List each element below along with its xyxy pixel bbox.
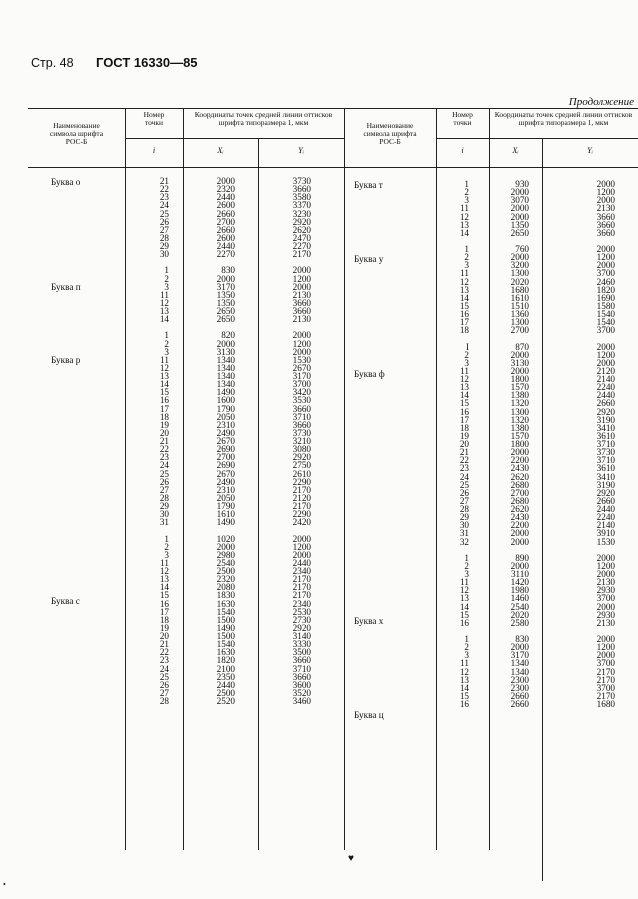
left-x-column: 2000 2320 2440 2600 2660 2700 2660 2600 2440 2270 830 2000 3170 1350 1350 2650 2650 820 2000 3130 1340 1340 1340 1340 1490 1600 1790 2050 2310 2490 2670 2690 2700 2690 2670 2490 2310 2050 1790 1610 1490 1020 2000 2980 2540 2500 2320 2080 1830 1630 1540 1500 1490 1500 1540 1630 1820 2100 2350 2440 2500 2520	[216, 176, 235, 706]
header-symbol-y: Yᵢ	[587, 146, 593, 155]
continuation-label: Продолжение	[568, 96, 634, 108]
coordinates-table	[28, 108, 638, 850]
header-symbol-i: i	[152, 146, 156, 155]
header-coordinates: Координаты точек средней линии оттисков шрифта типоразмера 1, мкм	[194, 110, 333, 128]
header-symbol-y: Yᵢ	[298, 146, 304, 155]
letter-label: Буква о	[51, 177, 81, 187]
left-point-column: 21 22 23 24 25 26 27 28 29 30 1 2 3 11 12 13 14 1 2 3 11 12 13 14 15 16 17 18 19 20 21 22 23 24 25 26 27 28 29 30 31 1 2 3 11 12 13 14 15 16 17 18 19 20 21 22 23 24 25 26 27 28	[159, 176, 169, 706]
header-symbol-x: Xᵢ	[512, 146, 519, 155]
header-symbol-x: Xᵢ	[217, 146, 224, 155]
corner-mark: •	[3, 880, 6, 889]
page-number: Стр. 48	[31, 56, 74, 70]
header-divider-left	[125, 138, 344, 139]
letter-label: Буква п	[51, 282, 81, 292]
page-mark: ♥	[348, 853, 354, 864]
right-x-column: 930 2000 3070 2000 2000 1350 2650 760 2000 3200 1300 2020 1680 1610 1510 1360 1300 2700 870 2000 3130 2000 1800 1570 1380 1320 1300 1320 1380 1570 1800 2000 2200 2430 2620 2680 2700 2680 2620 2430 2200 2000 2000 890 2000 3110 1420 1980 1460 2540 2020 2580 830 2000 3170 1340 1340 2300 2300 2660 2660	[510, 179, 529, 709]
letter-label: Буква р	[51, 355, 81, 365]
right-y-column: 2000 1200 2000 2130 3660 3660 3660 2000 1200 2000 3700 2460 1820 1690 1580 1540 1540 3700 2000 1200 2000 2120 2140 2240 2440 2660 2920 3190 3410 3610 3710 3730 3710 3610 3410 3190 2920 2660 2440 2240 2140 3910 1530 2000 1200 2000 2130 2930 3700 2000 2930 2130 2000 1200 2000 3700 2170 2170 3700 2170 1680	[596, 179, 615, 709]
standard-title: ГОСТ 16330—85	[96, 55, 198, 70]
header-point-number: Номер точки	[143, 110, 165, 128]
header-divider-right	[436, 138, 638, 139]
letter-label: Буква с	[51, 596, 80, 606]
header-symbol-i: i	[461, 146, 464, 155]
letter-label: Буква т	[354, 180, 383, 190]
header-point-number: Номер точки	[452, 110, 473, 128]
left-y-column: 3730 3660 3580 3370 3230 2920 2620 2470 2270 2170 2000 1200 2000 2130 3660 3660 2130 2000 1200 2000 1530 2670 3170 3700 3420 3530 3660 3710 3660 3730 3210 3080 2920 2750 2610 2290 2170 2120 2170 2290 2420 2000 1200 2000 2440 2340 2170 2170 2170 2340 2530 2730 2920 3140 3330 3500 3660 3710 3660 3600 3520 3460	[292, 176, 311, 706]
header-symbol-name: Наименование символа шрифта РОС-Б	[49, 121, 104, 147]
right-point-column: 1 2 3 11 12 13 14 1 2 3 11 12 13 14 15 16 17 18 I 2 3 11 12 13 14 15 16 17 18 19 20 21 22 23 24 25 26 27 28 29 30 31 32 1 2 3 11 12 13 14 15 16 1 2 3 11 12 13 14 15 16	[459, 179, 469, 709]
letter-label: Буква ц	[354, 710, 384, 720]
header-bottom-rule	[28, 167, 638, 168]
letter-label: Буква ф	[354, 369, 385, 379]
letter-label: Буква х	[354, 616, 384, 626]
col-rule	[344, 108, 345, 850]
header-symbol-name: Наименование символа шрифта РОС-Б	[363, 121, 417, 147]
letter-label: Буква у	[354, 254, 384, 264]
header-coordinates: Координаты точек средней линии оттисков шрифта типоразмера 1, мкм	[494, 110, 633, 128]
